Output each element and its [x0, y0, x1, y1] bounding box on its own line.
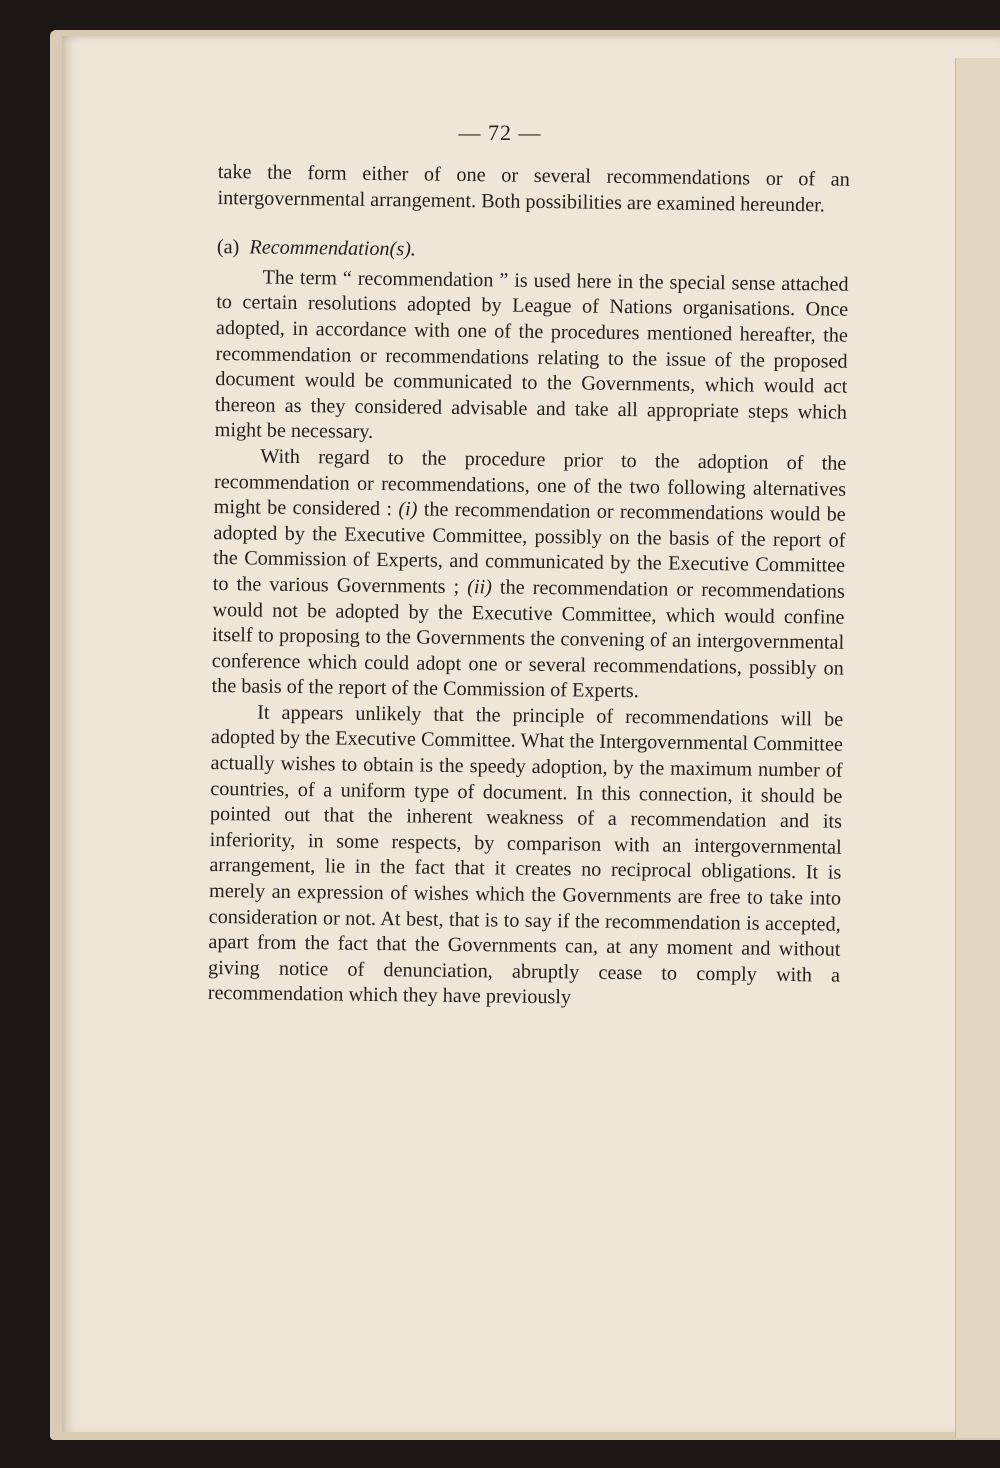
alternative-marker-ii: (ii) [467, 575, 493, 599]
procedure-part-2: the recommendation or recommendations would be adopted by the Executive Committee, possibly on the basis of the report of the Commission of Experts, and communicated by the Executive Committee to the various Governments ; [212, 498, 846, 598]
next-page-edge [955, 58, 1000, 1438]
paragraph-definition: The term “ recommendation ” is used here in the special sense attached to certain resolutions adopted by League of Nations organisations. Once adopted, in accordance with one of the procedures mentioned hereafter, the recommendation or recommendations relating to the issue of the proposed document would be communicated to the Governments, which would act thereon as they considered advisable and take all appropriate steps which might be necessary. [214, 266, 849, 444]
page-number: — 72 — [458, 120, 542, 145]
procedure-part-1: With regard to the procedure prior to the adoption of the recommendation or recommendations, one of the two following alternatives might be considered : [213, 445, 847, 521]
section-label: (a) [216, 236, 240, 259]
body-text [208, 160, 850, 1015]
paragraph-assessment: It appears unlikely that the principle of recommendations will be adopted by the Executive Committee. What the Intergovernmental Committee actually wishes to obtain is the speedy adoption, by the maximum number of countries, of a uniform type of document. In this connection, it should be pointed out that the inherent weakness of a recommendation and its inferiority, in some respects, by comparison with an intergovernmental arrangement, lie in the fact that it creates no reciprocal obligations. It is merely an expression of wishes which the Governments are free to take into consideration or not. At best, that is to say if the recommendation is accepted, apart from the fact that the Governments can, at any moment and without giving notice of denunciation, abruptly cease to comply with a recommendation which they have previously [207, 701, 844, 1009]
section-title: Recommendation(s). [249, 236, 417, 261]
paragraph-continuation: take the form either of one or several recommendations or of an intergovernmental arrangement. Both possibilities are examined hereunder. [217, 160, 850, 217]
paragraph-procedure [211, 444, 846, 708]
section-heading [217, 235, 849, 268]
procedure-part-3: the recommendation or recommendations would not be adopted by the Executive Committee, which would confine itself to proposing to the Governments the convening of an intergovernmental conference which could adopt one or several recommendations, possibly on the basis of the report of the Commission of Experts. [211, 576, 845, 703]
alternative-marker-i: (i) [398, 498, 418, 521]
